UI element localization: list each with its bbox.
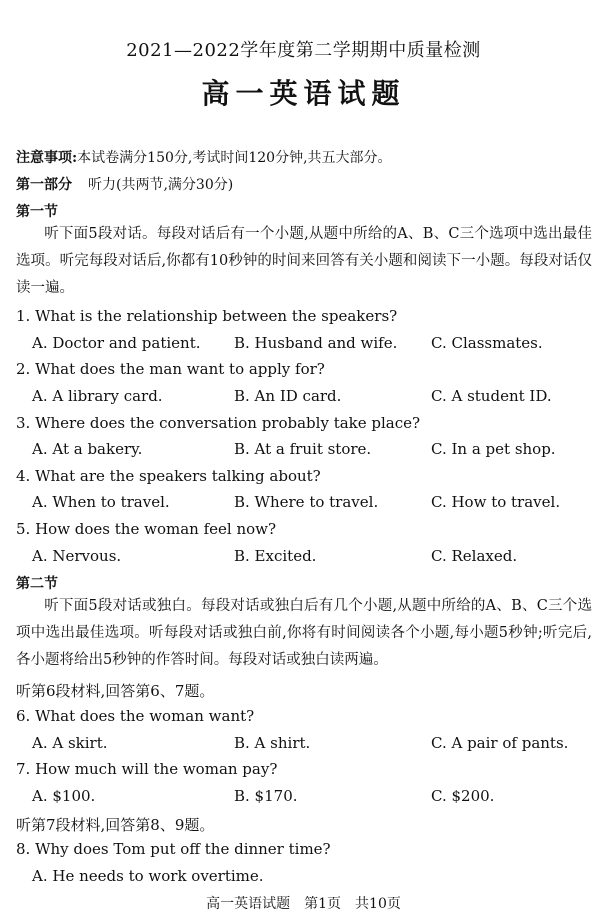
option-6a: A. A skirt.: [32, 734, 108, 752]
option-3c: C. In a pet shop.: [431, 440, 556, 458]
option-5a: A. Nervous.: [32, 547, 122, 565]
section2-label: 第二节: [16, 576, 58, 592]
option-3b: B. At a fruit store.: [234, 440, 372, 458]
option-4a: A. When to travel.: [32, 493, 170, 511]
material-7-note: 听第7段材料,回答第8、9题。: [16, 816, 215, 834]
option-1b: B. Husband and wife.: [234, 334, 398, 352]
section2-instructions-text: 听下面5段对话或独白。每段对话或独白后有几个小题,从题中所给的A、B、C三个选项中选出最佳选项。听每段对话或独白前,你将有时间阅读各个小题,每小题5秒钟;听完后,各小题将给出5秒钟的作答时间。每段对话或独白读两遍。: [16, 598, 592, 668]
option-6b: B. A shirt.: [234, 734, 311, 752]
option-8a: A. He needs to work overtime.: [32, 867, 264, 885]
option-6c: C. A pair of pants.: [431, 734, 569, 752]
option-7a: A. $100.: [32, 787, 96, 805]
option-1a: A. Doctor and patient.: [32, 334, 201, 352]
question-4: 4. What are the speakers talking about?: [16, 467, 321, 485]
option-5c: C. Relaxed.: [431, 547, 518, 565]
option-5b: B. Excited.: [234, 547, 317, 565]
part1-heading: [16, 174, 233, 194]
section1-instructions-text: 听下面5段对话。每段对话后有一个小题,从题中所给的A、B、C三个选项中选出最佳选项。听完每段对话后,你都有10秒钟的时间来回答有关小题和阅读下一小题。每段对话仅读一遍。: [16, 226, 592, 296]
page-title: 高一英语试题: [201, 77, 406, 110]
option-4c: C. How to travel.: [431, 493, 561, 511]
section2-instructions: [16, 593, 592, 674]
option-1c: C. Classmates.: [431, 334, 543, 352]
option-2b: B. An ID card.: [234, 387, 342, 405]
notice-line: [16, 147, 392, 167]
exam-header: 2021—2022学年度第二学期期中质量检测: [126, 40, 481, 61]
part1-label: 第一部分: [16, 177, 72, 193]
section1-heading: [16, 201, 58, 221]
question-7: 7. How much will the woman pay?: [16, 760, 278, 778]
question-5: 5. How does the woman feel now?: [16, 520, 277, 538]
question-2: 2. What does the man want to apply for?: [16, 360, 325, 378]
option-7c: C. $200.: [431, 787, 495, 805]
page-footer: 高一英语试题 第1页 共10页: [206, 896, 401, 912]
option-2a: A. A library card.: [32, 387, 163, 405]
section1-instructions: [16, 221, 592, 302]
question-8: 8. Why does Tom put off the dinner time?: [16, 840, 331, 858]
option-4b: B. Where to travel.: [234, 493, 379, 511]
notice-label: 注意事项:: [16, 150, 78, 166]
option-7b: B. $170.: [234, 787, 298, 805]
question-3: 3. Where does the conversation probably take place?: [16, 414, 421, 432]
question-1: 1. What is the relationship between the speakers?: [16, 307, 398, 325]
section1-label: 第一节: [16, 204, 58, 220]
option-3a: A. At a bakery.: [32, 440, 143, 458]
part1-text: 听力(共两节,满分30分): [88, 177, 234, 193]
notice-text: 本试卷满分150分,考试时间120分钟,共五大部分。: [77, 150, 392, 166]
question-6: 6. What does the woman want?: [16, 707, 255, 725]
option-2c: C. A student ID.: [431, 387, 552, 405]
material-6-note: 听第6段材料,回答第6、7题。: [16, 682, 215, 700]
section2-heading: [16, 573, 58, 593]
